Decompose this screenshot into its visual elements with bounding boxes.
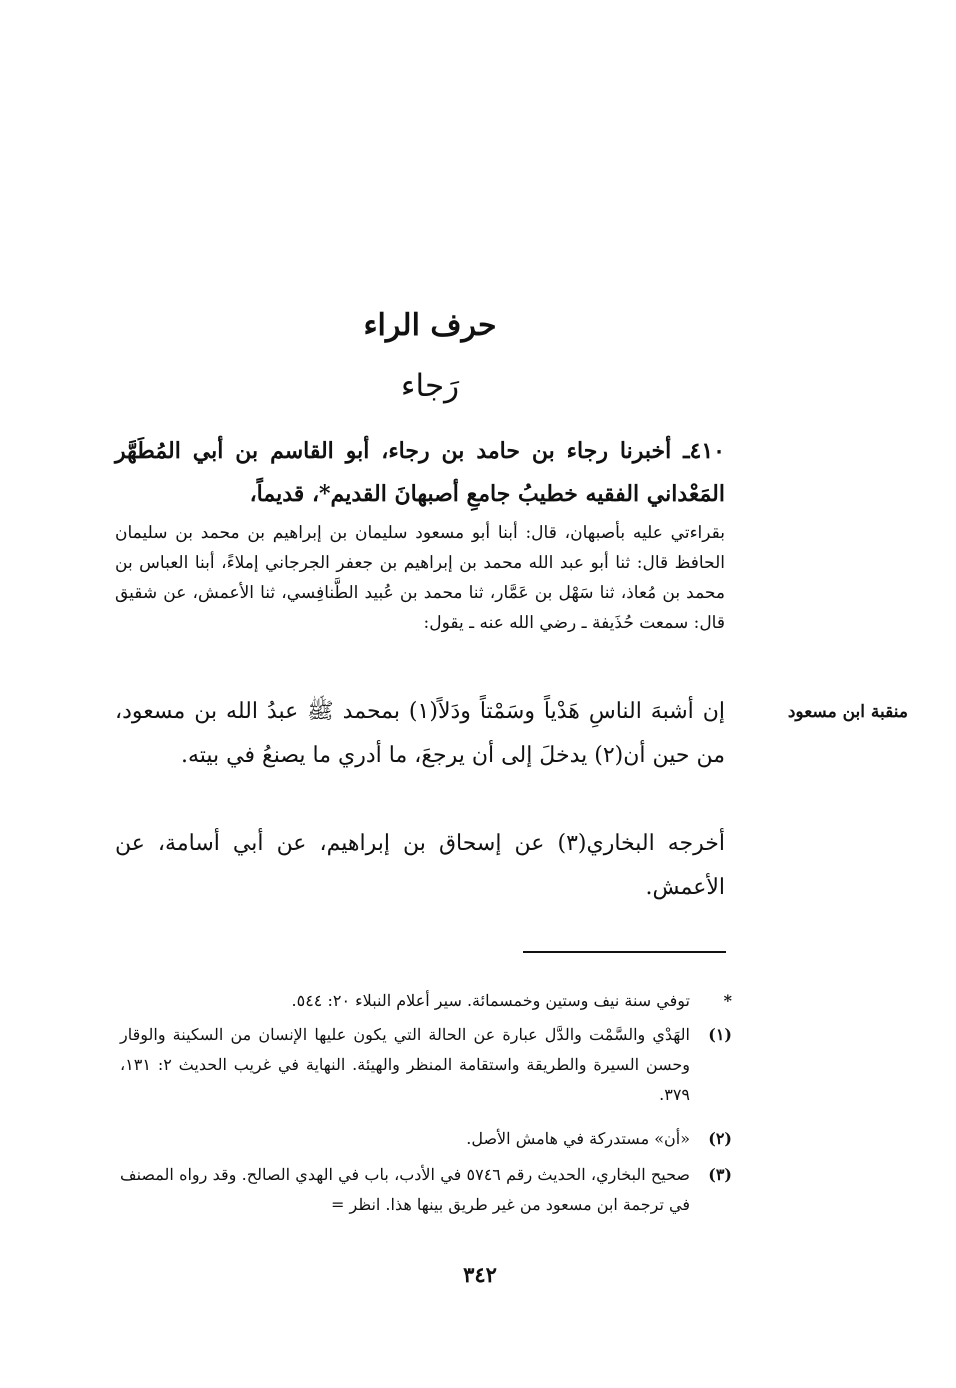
footnote-separator [523,951,726,953]
footnote [110,1160,732,1220]
page-number: ٣٤٢ [463,1262,497,1287]
footnote-text: الهَدْي والسَّمْت والدَّل عبارة عن الحالة التي يكون عليها الإنسان من السكينة والوقار وحسن السيرة والطريقة واستقامة المنظر والهيئة. النهاية في غريب الحديث ٢: ١٣١، ٣٧٩. [120,1025,690,1104]
chapter-title: حرف الراء [363,308,497,343]
footnote [110,986,732,1016]
footnote-text: توفي سنة نيف وستين وخمسمائة. سير أعلام النبلاء ٢٠: ٥٤٤. [291,991,690,1010]
entry-heading: ٤١٠ـ أخبرنا رجاء بن حامد بن رجاء، أبو القاسم بن أبي المُطَهَّر المَعْداني الفقيه خطيبُ جامعِ أصبهانَ القديم*، قديماً، [115,438,725,507]
footnote-mark: (٣) [708,1165,732,1184]
footnote [110,1020,732,1110]
margin-note: منقبة ابن مسعود [787,702,908,722]
takhrij-paragraph: أخرجه البخاري(٣) عن إسحاق بن إبراهيم، عن أبي أسامة، عن الأعمش. [115,831,725,900]
isnad-paragraph: بقراءتي عليه بأصبهان، قال: أبنا أبو مسعود سليمان بن إبراهيم بن محمد بن سليمان الحافظ قال: ثنا أبو عبد الله محمد بن إبراهيم بن جعفر الجرجاني إملاءً، أبنا العباس بن محمد بن مُعاذ، ثنا سَهْل بن عَمَّار، ثنا محمد بن عُبيد الطَّنافِسي، ثنا الأعمش، عن شقيق قال: سمعت حُذَيفة ـ رضي الله عنه ـ يقول: [115,523,725,633]
footnote-text: صحيح البخاري، الحديث رقم ٥٧٤٦ في الأدب، باب في الهدي الصالح. وقد رواه المصنف في ترجمة ابن مسعود من غير طريق بينها هذا. انظر = [120,1165,691,1214]
footnote-mark: (١) [708,1025,732,1044]
hadith-text: إن أشبهَ الناسِ هَدْياً وسَمْتاً ودَلاً(١) بمحمد ﷺ عبدُ الله بن مسعود، من حين أن(٢) يدخلَ إلى أن يرجعَ، ما أدري ما يصنعُ في بيته. [115,699,726,768]
entry-title: رَجاء [400,368,460,404]
footnote-text: «أن» مستدركة في هامش الأصل. [466,1129,690,1148]
footnote-mark: * [723,991,732,1010]
footnote [110,1124,732,1154]
footnote-mark: (٢) [708,1129,732,1148]
